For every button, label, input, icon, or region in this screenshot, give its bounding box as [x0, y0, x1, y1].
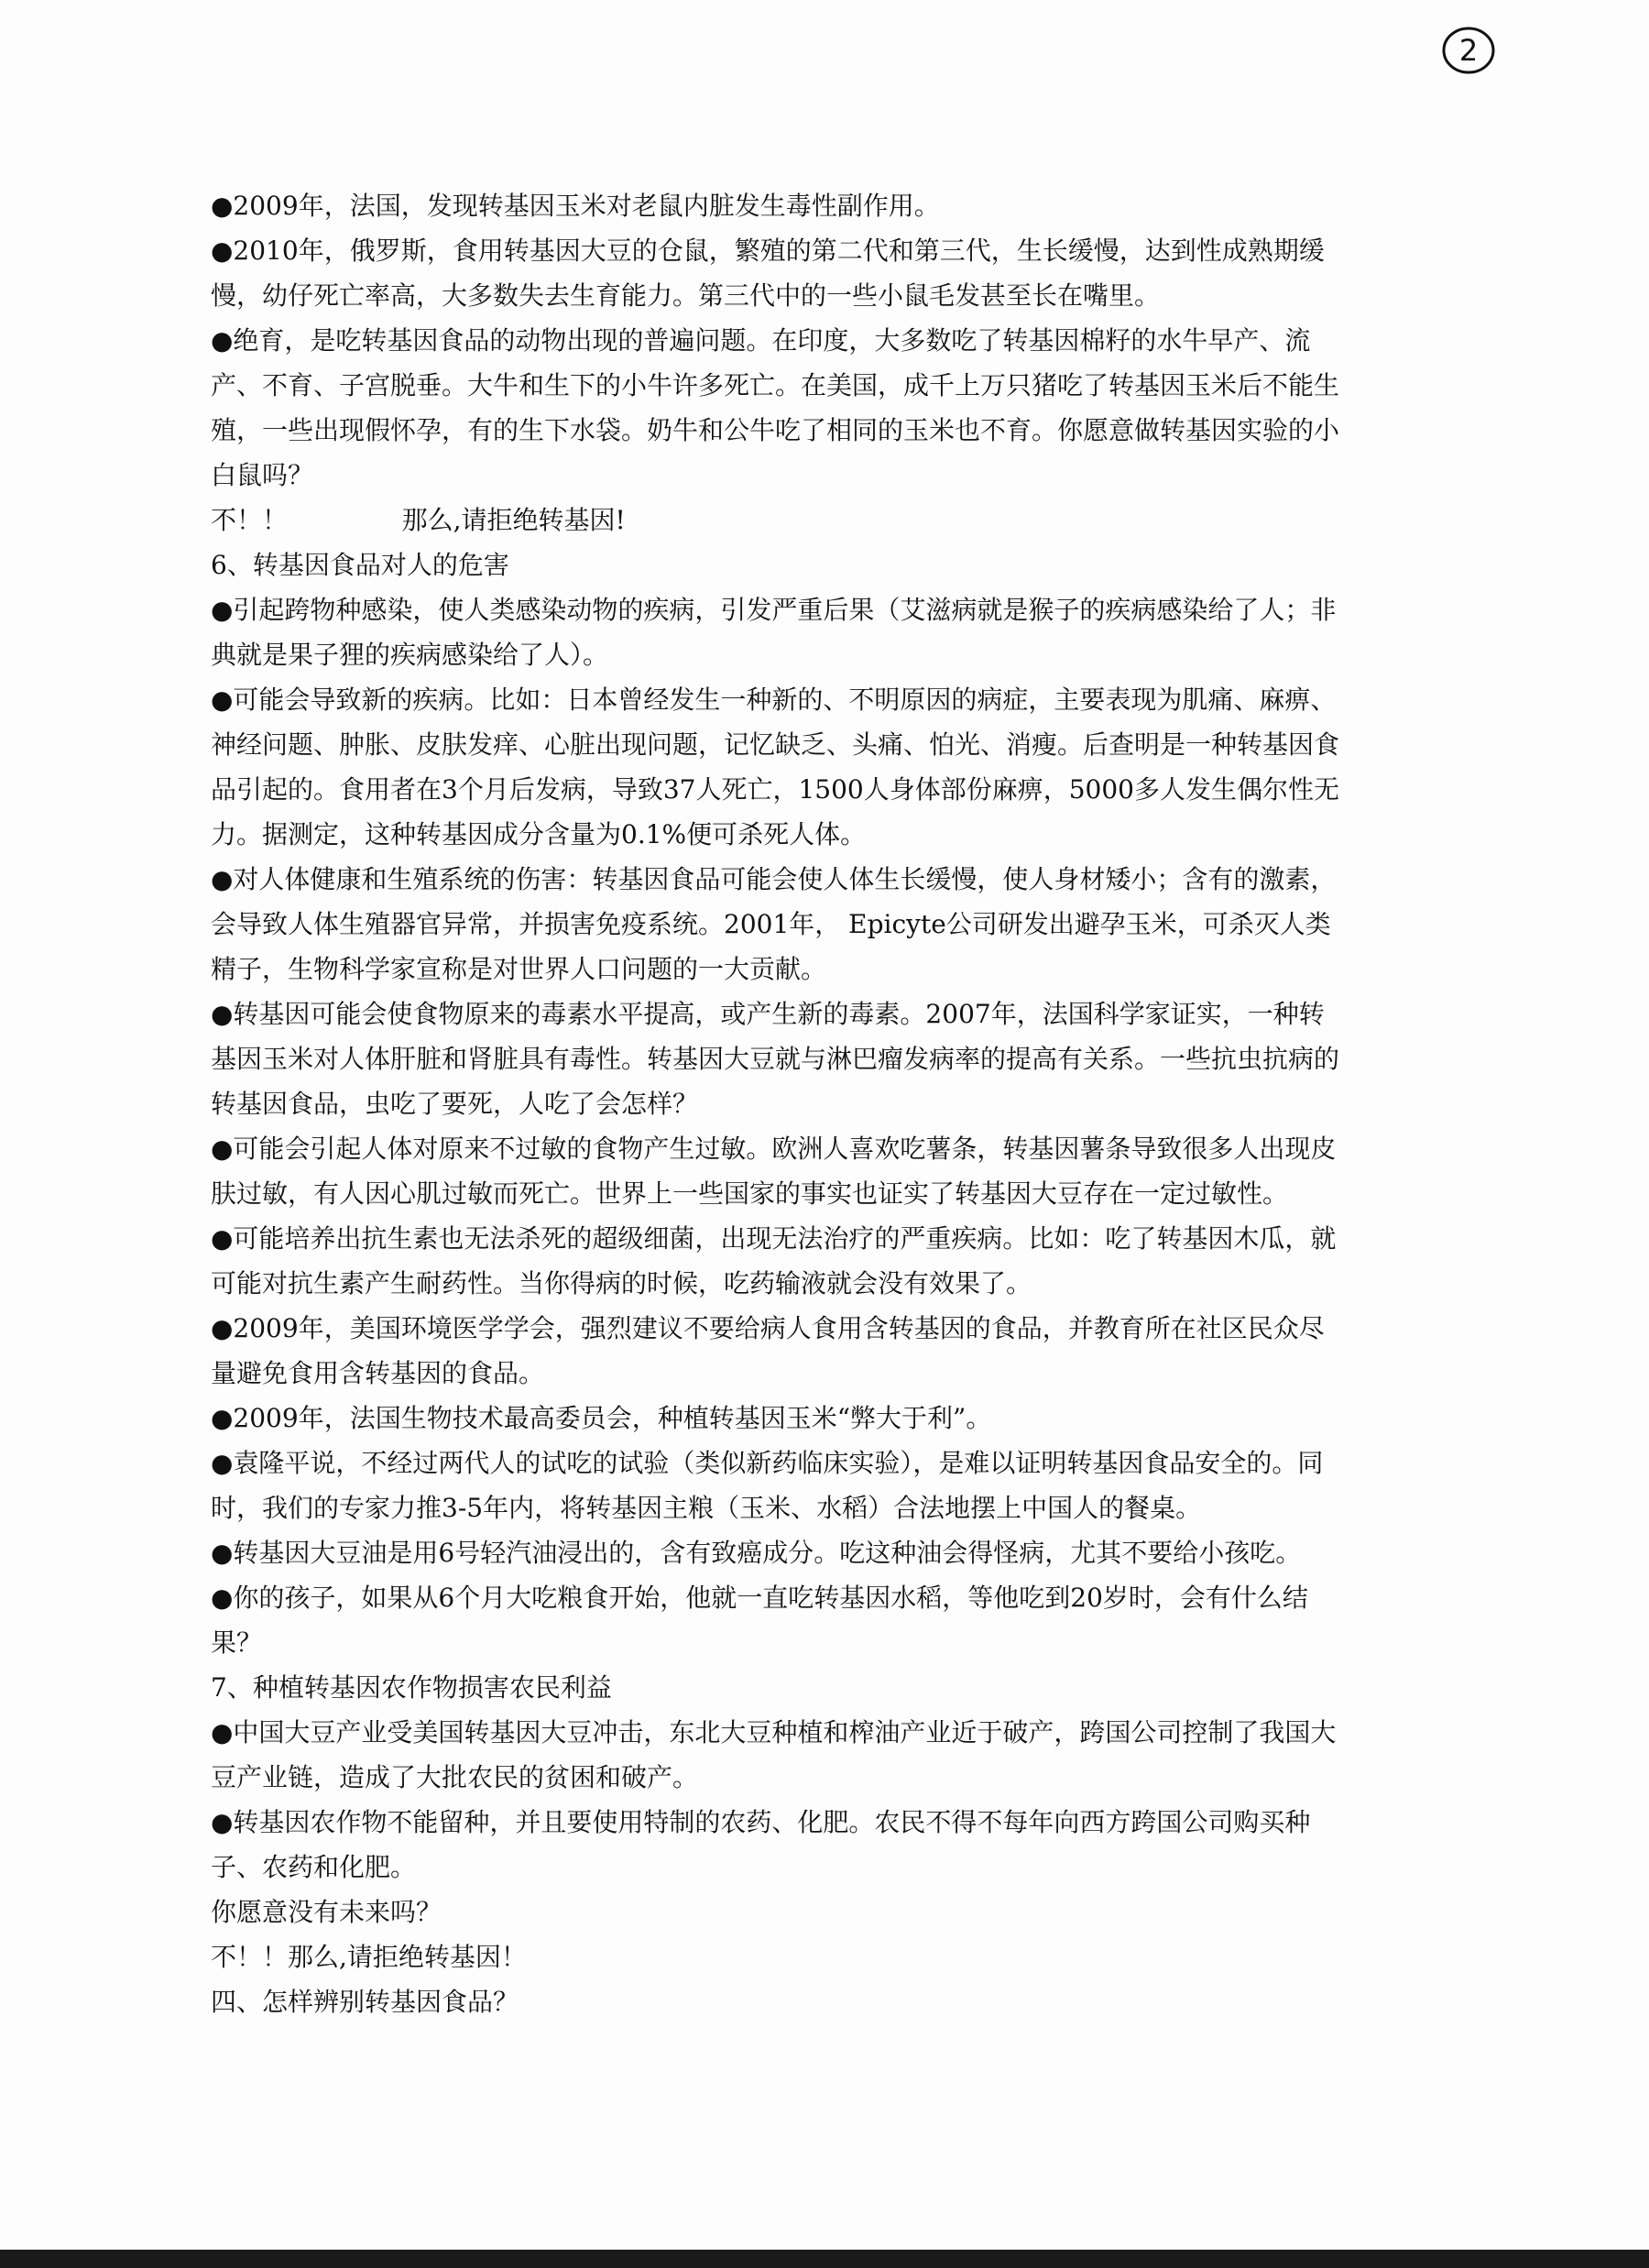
paragraph: ●中国大豆产业受美国转基因大豆冲击，东北大豆种植和榨油产业近于破产，跨国公司控制了我国大豆产业链，造成了大批农民的贫困和破产。 [211, 1717, 1337, 1792]
document-body [211, 183, 1347, 2024]
section-heading: 7、种植转基因农作物损害农民利益 [211, 1672, 612, 1703]
paragraph: ●可能会导致新的疾病。比如：日本曾经发生一种新的、不明原因的病症，主要表现为肌痛、麻痹、神经问题、肿胀、皮肤发痒、心脏出现问题，记忆缺乏、头痛、怕光、消瘦。后查明是一种转基因食品引起的。食用者在3个月后发病，导致37人死亡，1500人身体部份麻痹，5000多人发生偶尔性无力。据测定，这种转基因成分含量为0.1%便可杀死人体。 [211, 685, 1340, 849]
paragraph: ●你的孩子，如果从6个月大吃粮食开始，他就一直吃转基因水稻，等他吃到20岁时，会有什么结果？ [211, 1583, 1308, 1658]
scan-bottom-edge [0, 2250, 1649, 2268]
paragraph: ●转基因大豆油是用6号轻汽油浸出的，含有致癌成分。吃这种油会得怪病，尤其不要给小孩吃。 [211, 1538, 1302, 1568]
paragraph: ●2009年，法国，发现转基因玉米对老鼠内脏发生毒性副作用。 [211, 191, 940, 221]
paragraph: ●转基因可能会使食物原来的毒素水平提高，或产生新的毒素。2007年，法国科学家证实，一种转基因玉米对人体肝脏和肾脏具有毒性。转基因大豆就与淋巴瘤发病率的提高有关系。一些抗虫抗病的转基因食品，虫吃了要死，人吃了会怎样？ [211, 999, 1340, 1119]
circled-number-icon [1440, 24, 1497, 77]
paragraph: ●可能培养出抗生素也无法杀死的超级细菌，出现无法治疗的严重疾病。比如：吃了转基因木瓜，就可能对抗生素产生耐药性。当你得病的时候，吃药输液就会没有效果了。 [211, 1223, 1337, 1298]
handwritten-page-number [1440, 24, 1497, 77]
paragraph: 你愿意没有未来吗？ [211, 1897, 442, 1927]
paragraph: ●绝育，是吃转基因食品的动物出现的普遍问题。在印度，大多数吃了转基因棉籽的水牛早产、流产、不育、子宫脱垂。大牛和生下的小牛许多死亡。在美国，成千上万只猪吃了转基因玉米后不能生殖，一些出现假怀孕，有的生下水袋。奶牛和公牛吃了相同的玉米也不育。你愿意做转基因实验的小白鼠吗？ [211, 325, 1340, 490]
paragraph: ●对人体健康和生殖系统的伤害：转基因食品可能会使人体生长缓慢，使人身材矮小；含有的激素，会导致人体生殖器官异常，并损害免疫系统。2001年， Epicyte公司研发出避孕玉米，可杀灭人类精子，生物科学家宣称是对世界人口问题的一大贡献。 [211, 864, 1337, 984]
paragraph: ●引起跨物种感染，使人类感染动物的疾病，引发严重后果（艾滋病就是猴子的疾病感染给了人；非典就是果子狸的疾病感染给了人）。 [211, 595, 1337, 670]
paragraph: 不！！ 那么,请拒绝转基因! [211, 505, 626, 535]
page-number-text: 2 [1458, 33, 1479, 68]
section-heading: 四、怎样辨别转基因食品？ [211, 1987, 519, 2017]
paragraph: ●2009年，法国生物技术最高委员会，种植转基因玉米“弊大于利”。 [211, 1403, 992, 1433]
paragraph: ●2009年，美国环境医学学会，强烈建议不要给病人食用含转基因的食品，并教育所在社区民众尽量避免食用含转基因的食品。 [211, 1313, 1325, 1388]
paragraph: ●转基因农作物不能留种，并且要使用特制的农药、化肥。农民不得不每年向西方跨国公司购买种子、农药和化肥。 [211, 1807, 1311, 1882]
paragraph: ●袁隆平说，不经过两代人的试吃的试验（类似新药临床实验），是难以证明转基因食品安全的。同时，我们的专家力推3-5年内，将转基因主粮（玉米、水稻）合法地摆上中国人的餐桌。 [211, 1448, 1324, 1523]
section-heading: 6、转基因食品对人的危害 [211, 550, 509, 580]
paragraph: ●2010年，俄罗斯，食用转基因大豆的仓鼠，繁殖的第二代和第三代，生长缓慢，达到性成熟期缓慢，幼仔死亡率高，大多数失去生育能力。第三代中的一些小鼠毛发甚至长在嘴里。 [211, 236, 1325, 311]
paragraph: ●可能会引起人体对原来不过敏的食物产生过敏。欧洲人喜欢吃薯条，转基因薯条导致很多人出现皮肤过敏，有人因心肌过敏而死亡。世界上一些国家的事实也证实了转基因大豆存在一定过敏性。 [211, 1134, 1337, 1209]
paragraph: 不！！那么,请拒绝转基因！ [211, 1942, 527, 1972]
